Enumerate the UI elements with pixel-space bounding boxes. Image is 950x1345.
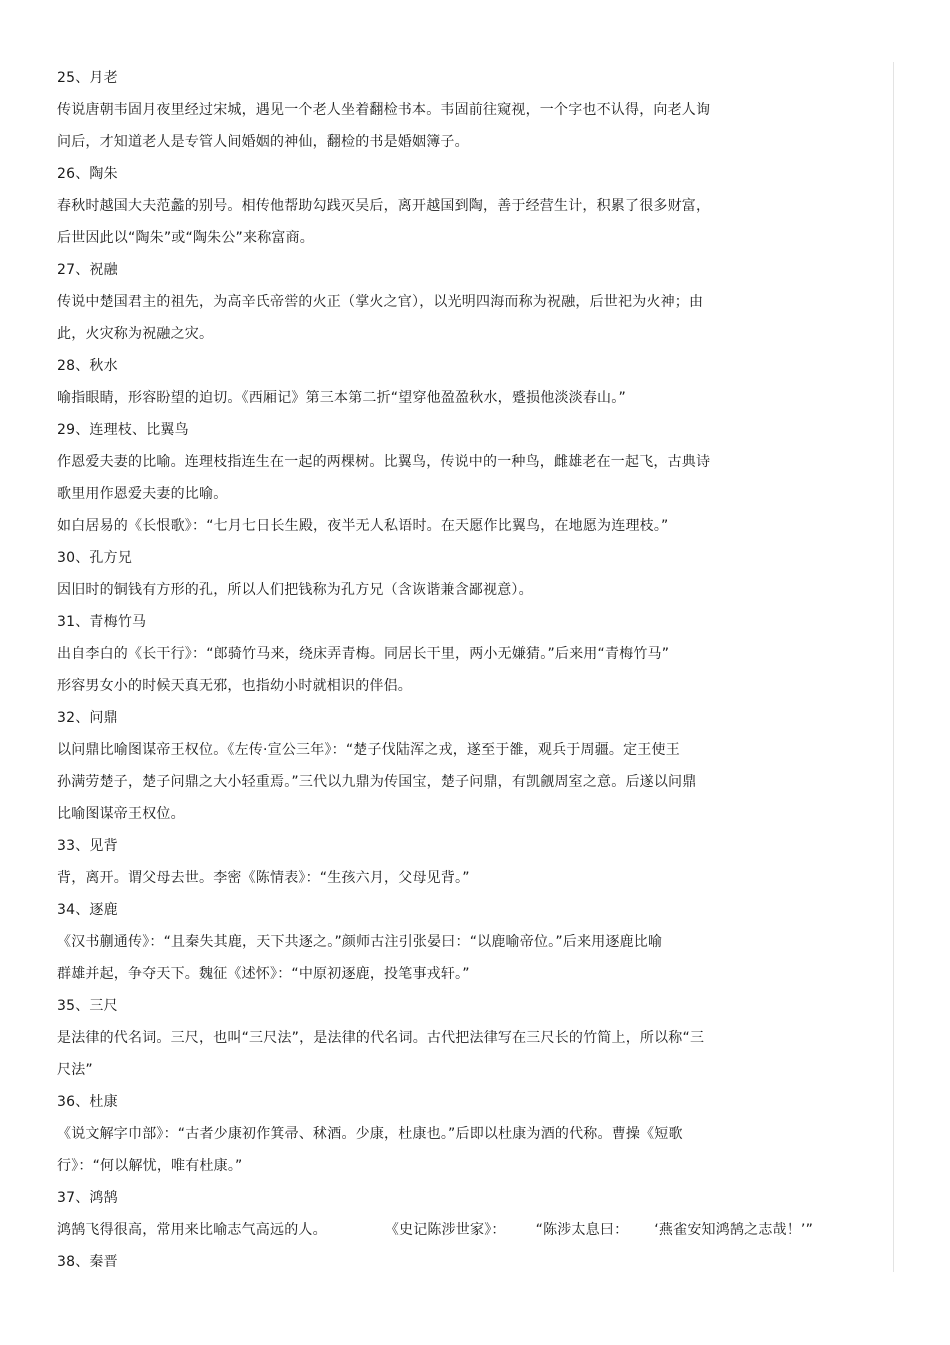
entry-text-line: 群雄并起，争夺天下。魏征《述怀》：“中原初逐鹿，投笔事戎轩。” [57, 966, 470, 982]
entry-text-line: 尺法” [57, 1062, 93, 1078]
entry-text-line: 背，离开。谓父母去世。李密《陈情表》：“生孩六月，父母见背。” [57, 870, 470, 886]
entry-text-line: 出自李白的《长干行》：“郎骑竹马来，绕床弄青梅。同居长干里，两小无嫌猜。”后来用“青梅竹马” [57, 646, 670, 662]
entry-text-line: 《汉书蒯通传》：“且秦失其鹿，天下共逐之。”颜师古注引张晏曰：“以鹿喻帝位。”后来用逐鹿比喻 [57, 934, 663, 950]
entry-text-line: 后世因此以“陶朱”或“陶朱公”来称富商。 [57, 230, 315, 246]
entry-text-line: 传说唐朝韦固月夜里经过宋城，遇见一个老人坐着翻检书本。韦固前往窥视，一个字也不认得，向老人询 [57, 102, 711, 118]
entry-text-line: 行》：“何以解忧，唯有杜康。” [57, 1158, 243, 1174]
entry-heading: 29、连理枝、比翼鸟 [57, 422, 189, 438]
entry-text-line: 传说中楚国君主的祖先，为高辛氏帝喾的火正（掌火之官），以光明四海而称为祝融，后世祀为火神；由 [57, 294, 704, 310]
entry-text-line: 春秋时越国大夫范蠡的别号。相传他帮助勾践灭吴后，离开越国到陶，善于经营生计，积累了很多财富， [57, 198, 711, 214]
entry-text-line: 以问鼎比喻图谋帝王权位。《左传·宣公三年》：“楚子伐陆浑之戎，遂至于雒，观兵于周疆。定王使王 [57, 742, 680, 758]
entry-text-line: 如白居易的《长恨歌》：“七月七日长生殿，夜半无人私语时。在天愿作比翼鸟，在地愿为连理枝。” [57, 518, 669, 534]
entry-text-segment: 《史记陈涉世家》： [384, 1222, 506, 1238]
entry-text-segment: ‘燕雀安知鸿鹄之志哉！’” [654, 1222, 814, 1238]
entry-text-segment: 鸿鹄飞得很高，常用来比喻志气高远的人。 [57, 1222, 327, 1238]
page-edge-divider [893, 62, 894, 1272]
entry-heading: 28、秋水 [57, 358, 118, 374]
entry-heading: 26、陶朱 [57, 166, 118, 182]
entry-text-line: 《说文解字巾部》：“古者少康初作箕帚、秫酒。少康，杜康也。”后即以杜康为酒的代称。曹操《短歌 [57, 1126, 683, 1142]
entry-heading: 32、问鼎 [57, 710, 118, 726]
entry-text-line: 因旧时的铜钱有方形的孔，所以人们把钱称为孔方兄（含诙谐兼含鄙视意）。 [57, 582, 533, 598]
entry-heading: 38、秦晋 [57, 1254, 118, 1270]
entry-text-line: 喻指眼睛，形容盼望的迫切。《西厢记》第三本第二折“望穿他盈盈秋水，蹙损他淡淡春山。” [57, 390, 626, 406]
entry-text-line: 此，火灾称为祝融之灾。 [57, 326, 214, 342]
entry-text-line: 比喻图谋帝王权位。 [57, 806, 185, 822]
entry-heading: 37、鸿鹄 [57, 1190, 118, 1206]
entry-text-segment: “陈涉太息曰： [535, 1222, 629, 1238]
entry-text-line: 形容男女小的时候天真无邪，也指幼小时就相识的伴侣。 [57, 678, 412, 694]
entry-text-line: 是法律的代名词。三尺，也叫“三尺法”，是法律的代名词。古代把法律写在三尺长的竹简上，所以称“三 [57, 1030, 705, 1046]
entry-heading: 30、孔方兄 [57, 550, 133, 566]
entry-heading: 25、月老 [57, 70, 118, 86]
entry-heading: 36、杜康 [57, 1094, 118, 1110]
entry-heading: 33、见背 [57, 838, 118, 854]
entry-heading: 27、祝融 [57, 262, 118, 278]
entry-text-line: 歌里用作恩爱夫妻的比喻。 [57, 486, 228, 502]
entry-text-line: 孙满劳楚子，楚子问鼎之大小轻重焉。”三代以九鼎为传国宝，楚子问鼎，有凯觎周室之意。后遂以问鼎 [57, 774, 697, 790]
entry-text-line: 问后，才知道老人是专管人间婚姻的神仙，翻检的书是婚姻簿子。 [57, 134, 469, 150]
entry-text-line [57, 1214, 887, 1246]
entry-heading: 35、三尺 [57, 998, 118, 1014]
entry-heading: 34、逐鹿 [57, 902, 118, 918]
entry-heading: 31、青梅竹马 [57, 614, 147, 630]
entry-text-line: 作恩爱夫妻的比喻。连理枝指连生在一起的两棵树。比翼鸟，传说中的一种鸟，雌雄老在一起飞，古典诗 [57, 454, 711, 470]
document-body [57, 62, 887, 1278]
